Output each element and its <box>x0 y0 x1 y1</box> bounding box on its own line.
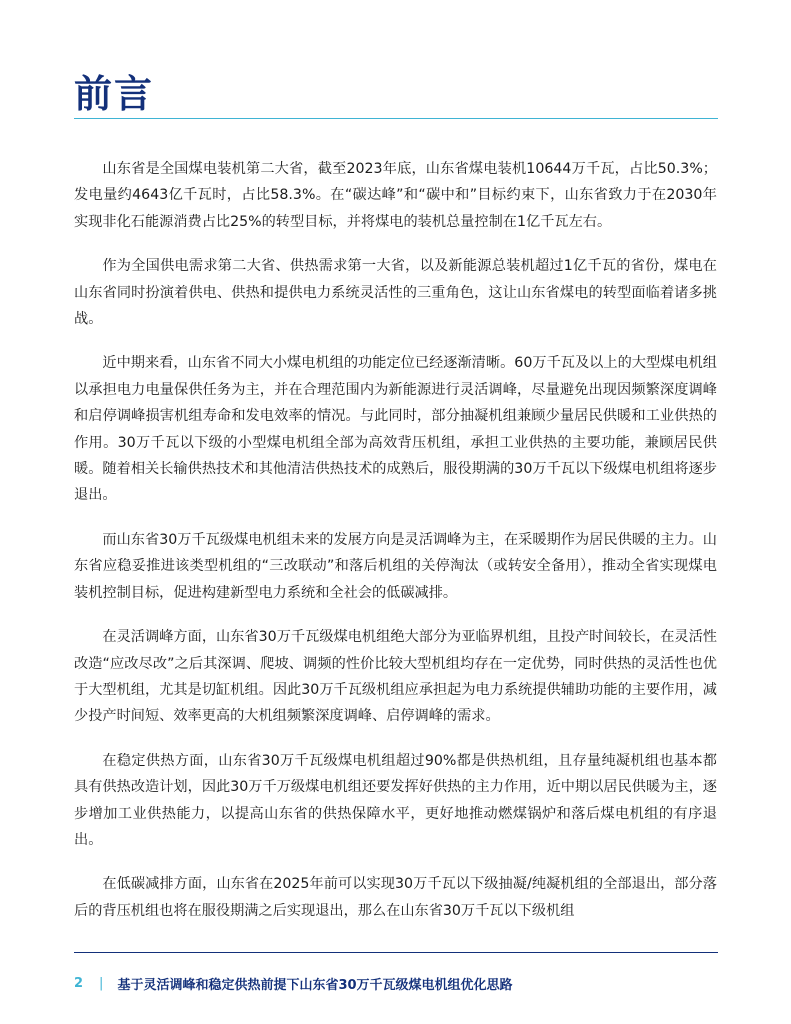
paragraph-5: 在灵活调峰方面，山东省30万千瓦级煤电机组绝大部分为亚临界机组，且投产时间较长，在灵活性改造“应改尽改”之后其深调、爬坡、调频的性价比较大型机组均存在一定优势，同时供热的灵活性也优于大型机组，尤其是切缸机组。因此30万千瓦级机组应承担起为电力系统提供辅助功能的主要作用，减少投产时间短、效率更高的大机组频繁深度调峰、启停调峰的需求。 <box>74 629 717 725</box>
page-title: 前言 <box>74 72 155 116</box>
footer-divider <box>74 952 718 953</box>
body-text <box>74 156 717 942</box>
paragraph-4: 而山东省30万千瓦级煤电机组未来的发展方向是灵活调峰为主，在采暖期作为居民供暖的主力。山东省应稳妥推进该类型机组的“三改联动”和落后机组的关停淘汰（或转安全备用），推动全省实现煤电装机控制目标，促进构建新型电力系统和全社会的低碳减排。 <box>74 531 717 601</box>
paragraph-6: 在稳定供热方面，山东省30万千瓦级煤电机组超过90%都是供热机组，且存量纯凝机组也基本都具有供热改造计划，因此30万千万级煤电机组还要发挥好供热的主力作用，近中期以居民供暖为主，逐步增加工业供热能力，以提高山东省的供热保障水平，更好地推动燃煤锅炉和落后煤电机组的有序退出。 <box>74 752 717 848</box>
footer-separator: | <box>99 975 104 991</box>
title-divider <box>74 118 718 119</box>
paragraph-2: 作为全国供电需求第二大省、供热需求第一大省，以及新能源总装机超过1亿千瓦的省份，煤电在山东省同时扮演着供电、供热和提供电力系统灵活性的三重角色，这让山东省煤电的转型面临着诸多挑战。 <box>74 258 717 328</box>
paragraph-3: 近中期来看，山东省不同大小煤电机组的功能定位已经逐渐清晰。60万千瓦及以上的大型煤电机组以承担电力电量保供任务为主，并在合理范围内为新能源进行灵活调峰，尽量避免出现因频繁深度调峰和启停调峰损害机组寿命和发电效率的情况。与此同时，部分抽凝机组兼顾少量居民供暖和工业供热的作用。30万千瓦以下级的小型煤电机组全部为高效背压机组，承担工业供热的主要功能，兼顾居民供暖。随着相关长输供热技术和其他清洁供热技术的成熟后，服役期满的30万千瓦以下级煤电机组将逐步退出。 <box>74 355 717 504</box>
paragraph-1: 山东省是全国煤电装机第二大省，截至2023年底，山东省煤电装机10644万千瓦，占比50.3%；发电量约4643亿千瓦时，占比58.3%。在“碳达峰”和“碳中和”目标约束下，山东省致力于在2030年实现非化石能源消费占比25%的转型目标，并将煤电的装机总量控制在1亿千瓦左右。 <box>74 161 717 230</box>
report-title: 基于灵活调峰和稳定供热前提下山东省30万千瓦级煤电机组优化思路 <box>117 977 513 993</box>
page-footer <box>74 972 513 994</box>
page-number: 2 <box>74 975 84 991</box>
paragraph-7: 在低碳减排方面，山东省在2025年前可以实现30万千瓦以下级抽凝/纯凝机组的全部退出，部分落后的背压机组也将在服役期满之后实现退出，那么在山东省30万千瓦以下级机组 <box>74 876 717 919</box>
